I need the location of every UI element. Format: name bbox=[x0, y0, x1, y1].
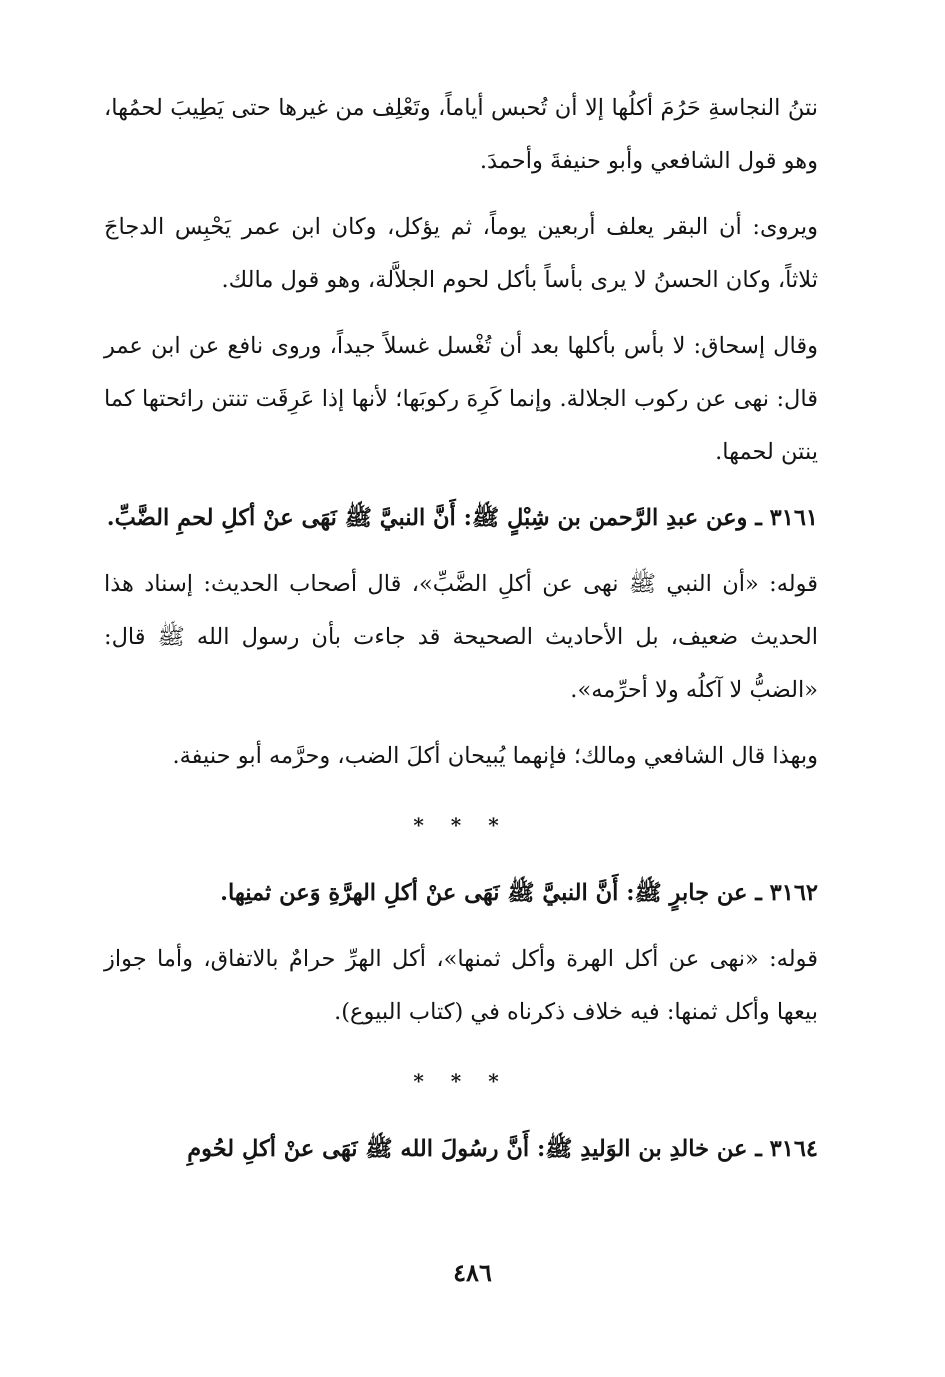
paragraph-2: ويروى: أن البقر يعلف أربعين يوماً، ثم يؤكل، وكان ابن عمر يَحْبِس الدجاجَ ثلاثاً، وكان الحسنُ لا يرى بأساً بأكل لحوم الجلاَّلة، وهو قول مالك. bbox=[104, 214, 818, 293]
hadith-text: وعن عبدِ الرَّحمن بن شِبْلٍ ﷺ: أَنَّ النبيَّ ﷺ نَهَى عنْ أكلِ لحمِ الضَّبِّ. bbox=[106, 505, 748, 531]
paragraph-1: نتنُ النجاسةِ حَرُمَ أكلُها إلا أن تُحبس أياماً، وتَعْلِف من غيرها حتى يَطِيبَ لحمُها، وهو قول الشافعي وأبو حنيفةَ وأحمدَ. bbox=[104, 95, 818, 174]
commentary-3162: قوله: «نهى عن أكل الهرة وأكل ثمنها»، أكل الهرِّ حرامٌ بالاتفاق، وأما جواز بيعها وأكل ثمنها: فيه خلاف ذكرناه في (كتاب البيوع). bbox=[104, 946, 818, 1025]
hadith-3161 bbox=[104, 492, 818, 545]
paragraph-3: وقال إسحاق: لا بأس بأكلها بعد أن تُغْسل غسلاً جيداً، وروى نافع عن ابن عمر قال: نهى عن ركوب الجلالة. وإنما كَرِهَ ركوبَها؛ لأنها إذا عَرِقَت تنتن رائحتها كما ينتن لحمها. bbox=[104, 333, 818, 465]
page-number: ٤٨٦ bbox=[453, 1258, 492, 1287]
hadith-text: عن خالدِ بن الوَليدِ ﷺ: أَنَّ رسُولَ الله ﷺ نَهَى عنْ أكلِ لحُومِ bbox=[187, 1136, 748, 1162]
section-separator: * * * bbox=[413, 1069, 509, 1093]
hadith-number: ٣١٦٢ ـ bbox=[755, 880, 818, 906]
commentary-3161-ruling: وبهذا قال الشافعي ومالك؛ فإنهما يُبيحان أكلَ الضب، وحرَّمه أبو حنيفة. bbox=[172, 743, 818, 769]
hadith-3164 bbox=[104, 1123, 818, 1176]
section-separator: * * * bbox=[413, 813, 509, 837]
hadith-text: عن جابرٍ ﷺ: أَنَّ النبيَّ ﷺ نَهَى عنْ أكلِ الهرَّةِ وَعن ثمنِها. bbox=[220, 880, 748, 906]
page-body bbox=[104, 82, 818, 1176]
hadith-number: ٣١٦٤ ـ bbox=[755, 1136, 818, 1162]
hadith-number: ٣١٦١ ـ bbox=[755, 505, 818, 531]
commentary-3161: قوله: «أن النبي ﷺ نهى عن أكلِ الضَّبِّ»، قال أصحاب الحديث: إسناد هذا الحديث ضعيف، بل الأحاديث الصحيحة قد جاءت بأن رسول الله ﷺ قال: «الضبُّ لا آكلُه ولا أحرِّمه». bbox=[104, 571, 818, 703]
hadith-3162 bbox=[104, 867, 818, 920]
